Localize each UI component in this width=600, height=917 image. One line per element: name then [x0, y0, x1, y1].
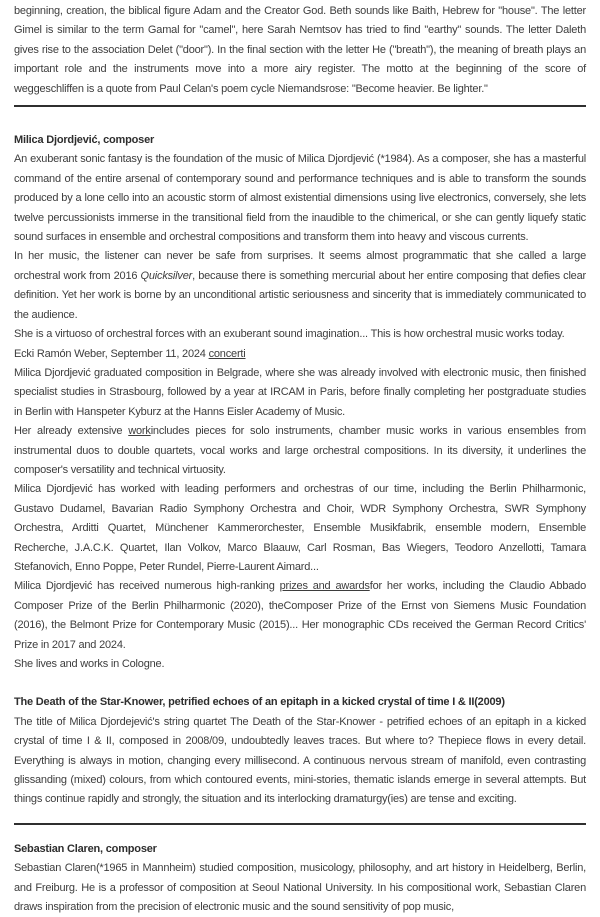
document-body [14, 2, 586, 917]
paragraph-text: , because there is something mercurial about her entire composing that defies clear definition. Yet her work is borne by an unconditional artistic seriousness and sincerity that is immediately communicated to the audience. [14, 269, 586, 321]
section-divider-bottom [14, 823, 586, 825]
milica-bio-paragraph-2 [14, 247, 586, 325]
intro-paragraph: beginning, creation, the biblical figure Adam and the Creator God. Beth sounds like Baith, Hebrew for "house". The letter Gimel is similar to the term Gamal for "camel", here Sarah Nemtsov has tried to find "earthy" sounds. The letter Daleth gives rise to the association Delet ("door"). In the final section with the letter He ("breath"), the meaning of breath plays an important role and the instruments move into a more airy register. The motto at the beginning of the score of weggeschliffen is a quote from Paul Celan's poem cycle Niemandsrose: "Become heavier. Be lighter." [14, 5, 586, 95]
paragraph-text: for her works, including the Claudio Abbado Composer Prize of the Berlin Philharmonic (2020), theComposer Prize of the Ernst von Siemens Music Foundation (2016), the Belmont Prize for Contemporary Music (2015)... Her monographic CDs received the German Record Critics' Prize in 2017 and 2024. [14, 580, 587, 651]
work-title-quicksilver: Quicksilver [140, 269, 193, 282]
milica-awards-paragraph [14, 577, 586, 655]
milica-works-paragraph [14, 422, 586, 480]
paragraph-text: Milica Djordjević has received numerous high-ranking [14, 580, 280, 593]
work-link[interactable]: work [128, 425, 151, 438]
attribution-text: Ecki Ramón Weber, September 11, 2024 [14, 347, 209, 360]
paragraph-text: Her already extensive [14, 425, 129, 438]
milica-quote-paragraph: She is a virtuoso of orchestral forces with an exuberant sound imagination... This is how orchestral music works today. [14, 328, 565, 341]
milica-education-paragraph: Milica Djordjević graduated composition in Belgrade, where she was already involved with electronic music, then finished specialist studies in Strasbourg, followed by a year at IRCAM in Paris, before finally completing her postgraduate studies in Berlin with Hanspeter Kyburz at the Hanns Eisler Academy of Music. [14, 366, 586, 418]
composer-heading-claren: Sebastian Claren, composer [14, 842, 157, 855]
section-divider-top [14, 105, 586, 107]
milica-residence-paragraph: She lives and works in Cologne. [14, 658, 165, 670]
star-knower-description-paragraph: The title of Milica Djordejević's string quartet The Death of the Star-Knower - petrified echoes of an epitaph in a kicked crystal of time I & II, composed in 2008/09, undoubtedly leaves traces. But where to? Thepiece flows in every detail. Everything is always in motion, changing every millisecond. A continuous nervous stream of manifold, even contrasting glissanding (mixed) colours, from which contoured events, mini-stories, thematic islands emerge in several attempts. But things continue rapidly and strongly, the situation and its interlocking dramaturgy(ies) are tense and exciting. [14, 715, 586, 806]
work-heading-star-knower: The Death of the Star-Knower, petrified echoes of an epitaph in a kicked crystal of time I & II(2009) [14, 696, 505, 709]
milica-collaborations-paragraph: Milica Djordjević has worked with leading performers and orchestras of our time, including the Berlin Philharmonic, Gustavo Dudamel, Bavarian Radio Symphony Orchestra and Choir, WDR Symphony Orchestra, SWR Symphony Orchestra, Arditti Quartet, Münchener Kammerorchester, Ensemble Musikfabrik, ensemble modern, Ensemble Recherche, J.A.C.K. Quartet, Ilan Volkov, Marco Blaauw, Carl Rosman, Bas Wiegers, Teodoro Anzellotti, Tamara Stefanovich, Enno Poppe, Peter Rundel, Pierre-Laurent Aimard... [14, 483, 586, 573]
claren-bio-paragraph: Sebastian Claren(*1965 in Mannheim) studied composition, musicology, philosophy, and art history in Heidelberg, Berlin, and Freiburg. He is a professor of composition at Seoul National University. In his compositional work, Sebastian Claren draws inspiration from the precision of electronic music and the sound sensitivity of pop music, [14, 862, 586, 914]
quote-attribution [14, 345, 586, 364]
composer-heading-milica: Milica Djordjević, composer [14, 134, 155, 147]
paragraph-text: includes pieces for solo instruments, chamber music works in various ensembles from instrumental duos to double quartets, vocal works and large orchestral compositions. In its diversity, it underlines the composer's versatility and technical virtuosity. [14, 425, 586, 476]
prizes-and-awards-link[interactable]: prizes and awards [279, 580, 370, 593]
milica-bio-paragraph-1: An exuberant sonic fantasy is the foundation of the music of Milica Djordjević (*1984). As a composer, she has a masterful command of the entire arsenal of contemporary sound and performance techniques and is able to transform the sounds produced by a lone cello into an acoustic storm of almost existential dimensions using live electronics, conversely, she lets twelve percussionists immerse in the transitional field from the inaudible to the chimerical, or she can gently liquefy static sound surfaces in ensemble and orchestral compositions and transform them into heavy and viscous currents. [14, 153, 586, 244]
concerti-link[interactable]: concerti [208, 347, 246, 360]
paragraph-text: In her music, the listener can never be safe from surprises. It seems almost programmatic that she called a large orchestral work from 2016 [14, 250, 586, 282]
